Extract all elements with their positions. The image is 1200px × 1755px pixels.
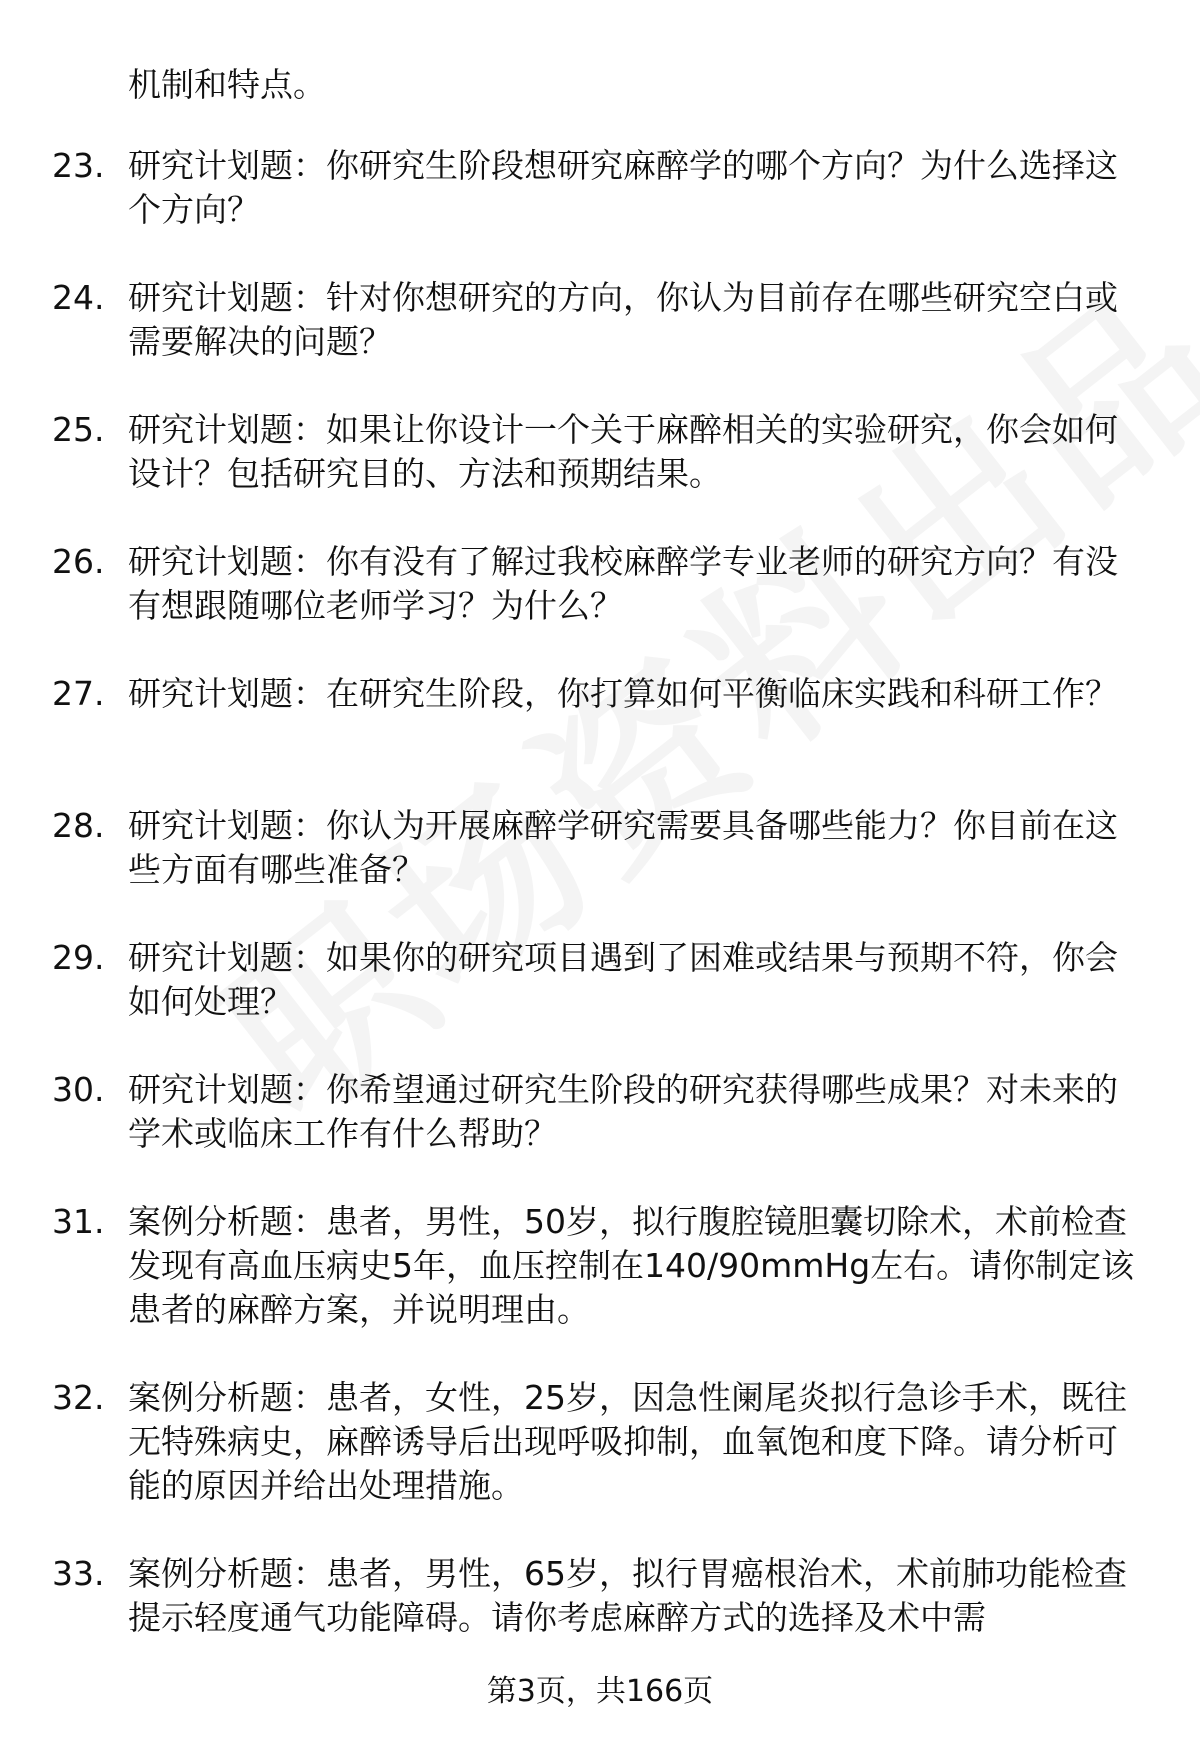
question-item: [0, 276, 1200, 408]
question-item: [0, 1200, 1200, 1376]
question-number: 31.: [52, 1202, 105, 1241]
question-text: 研究计划题：如果让你设计一个关于麻醉相关的实验研究，你会如何设计？包括研究目的、方法和预期结果。: [128, 410, 1118, 493]
question-list: [0, 144, 1200, 1684]
question-item: [0, 408, 1200, 540]
question-item: [0, 1068, 1200, 1200]
question-text: 案例分析题：患者，男性，65岁，拟行胃癌根治术，术前肺功能检查提示轻度通气功能障碍。请你考虑麻醉方式的选择及术中需: [128, 1554, 1127, 1637]
question-number: 24.: [52, 278, 105, 317]
question-item: [0, 144, 1200, 276]
question-item: [0, 672, 1200, 804]
question-text: 研究计划题：如果你的研究项目遇到了困难或结果与预期不符，你会如何处理？: [128, 938, 1118, 1021]
question-number: 28.: [52, 806, 105, 845]
continuation-text: 机制和特点。: [128, 65, 326, 104]
question-text: 案例分析题：患者，女性，25岁，因急性阑尾炎拟行急诊手术，既往无特殊病史，麻醉诱导后出现呼吸抑制，血氧饱和度下降。请分析可能的原因并给出处理措施。: [128, 1378, 1127, 1505]
question-number: 23.: [52, 146, 105, 185]
question-number: 33.: [52, 1554, 105, 1593]
question-text: 研究计划题：你希望通过研究生阶段的研究获得哪些成果？对未来的学术或临床工作有什么帮助？: [128, 1070, 1118, 1153]
question-text: 研究计划题：你研究生阶段想研究麻醉学的哪个方向？为什么选择这个方向？: [128, 146, 1118, 229]
question-number: 27.: [52, 674, 105, 713]
question-text: 研究计划题：你有没有了解过我校麻醉学专业老师的研究方向？有没有想跟随哪位老师学习？为什么？: [128, 542, 1118, 625]
question-number: 26.: [52, 542, 105, 581]
question-item: [0, 1552, 1200, 1684]
question-text: 研究计划题：在研究生阶段，你打算如何平衡临床实践和科研工作？: [128, 674, 1118, 713]
question-item: [0, 540, 1200, 672]
question-text: 研究计划题：你认为开展麻醉学研究需要具备哪些能力？你目前在这些方面有哪些准备？: [128, 806, 1118, 889]
question-number: 29.: [52, 938, 105, 977]
question-text: 研究计划题：针对你想研究的方向，你认为目前存在哪些研究空白或需要解决的问题？: [128, 278, 1118, 361]
question-text: 案例分析题：患者，男性，50岁，拟行腹腔镜胆囊切除术，术前检查发现有高血压病史5年，血压控制在140/90mmHg左右。请你制定该患者的麻醉方案，并说明理由。: [128, 1202, 1135, 1329]
question-number: 32.: [52, 1378, 105, 1417]
question-item: [0, 1376, 1200, 1552]
question-item: [0, 804, 1200, 936]
question-item: [0, 936, 1200, 1068]
page-footer: 第3页，共166页: [486, 1674, 714, 1709]
question-number: 25.: [52, 410, 105, 449]
question-number: 30.: [52, 1070, 105, 1109]
